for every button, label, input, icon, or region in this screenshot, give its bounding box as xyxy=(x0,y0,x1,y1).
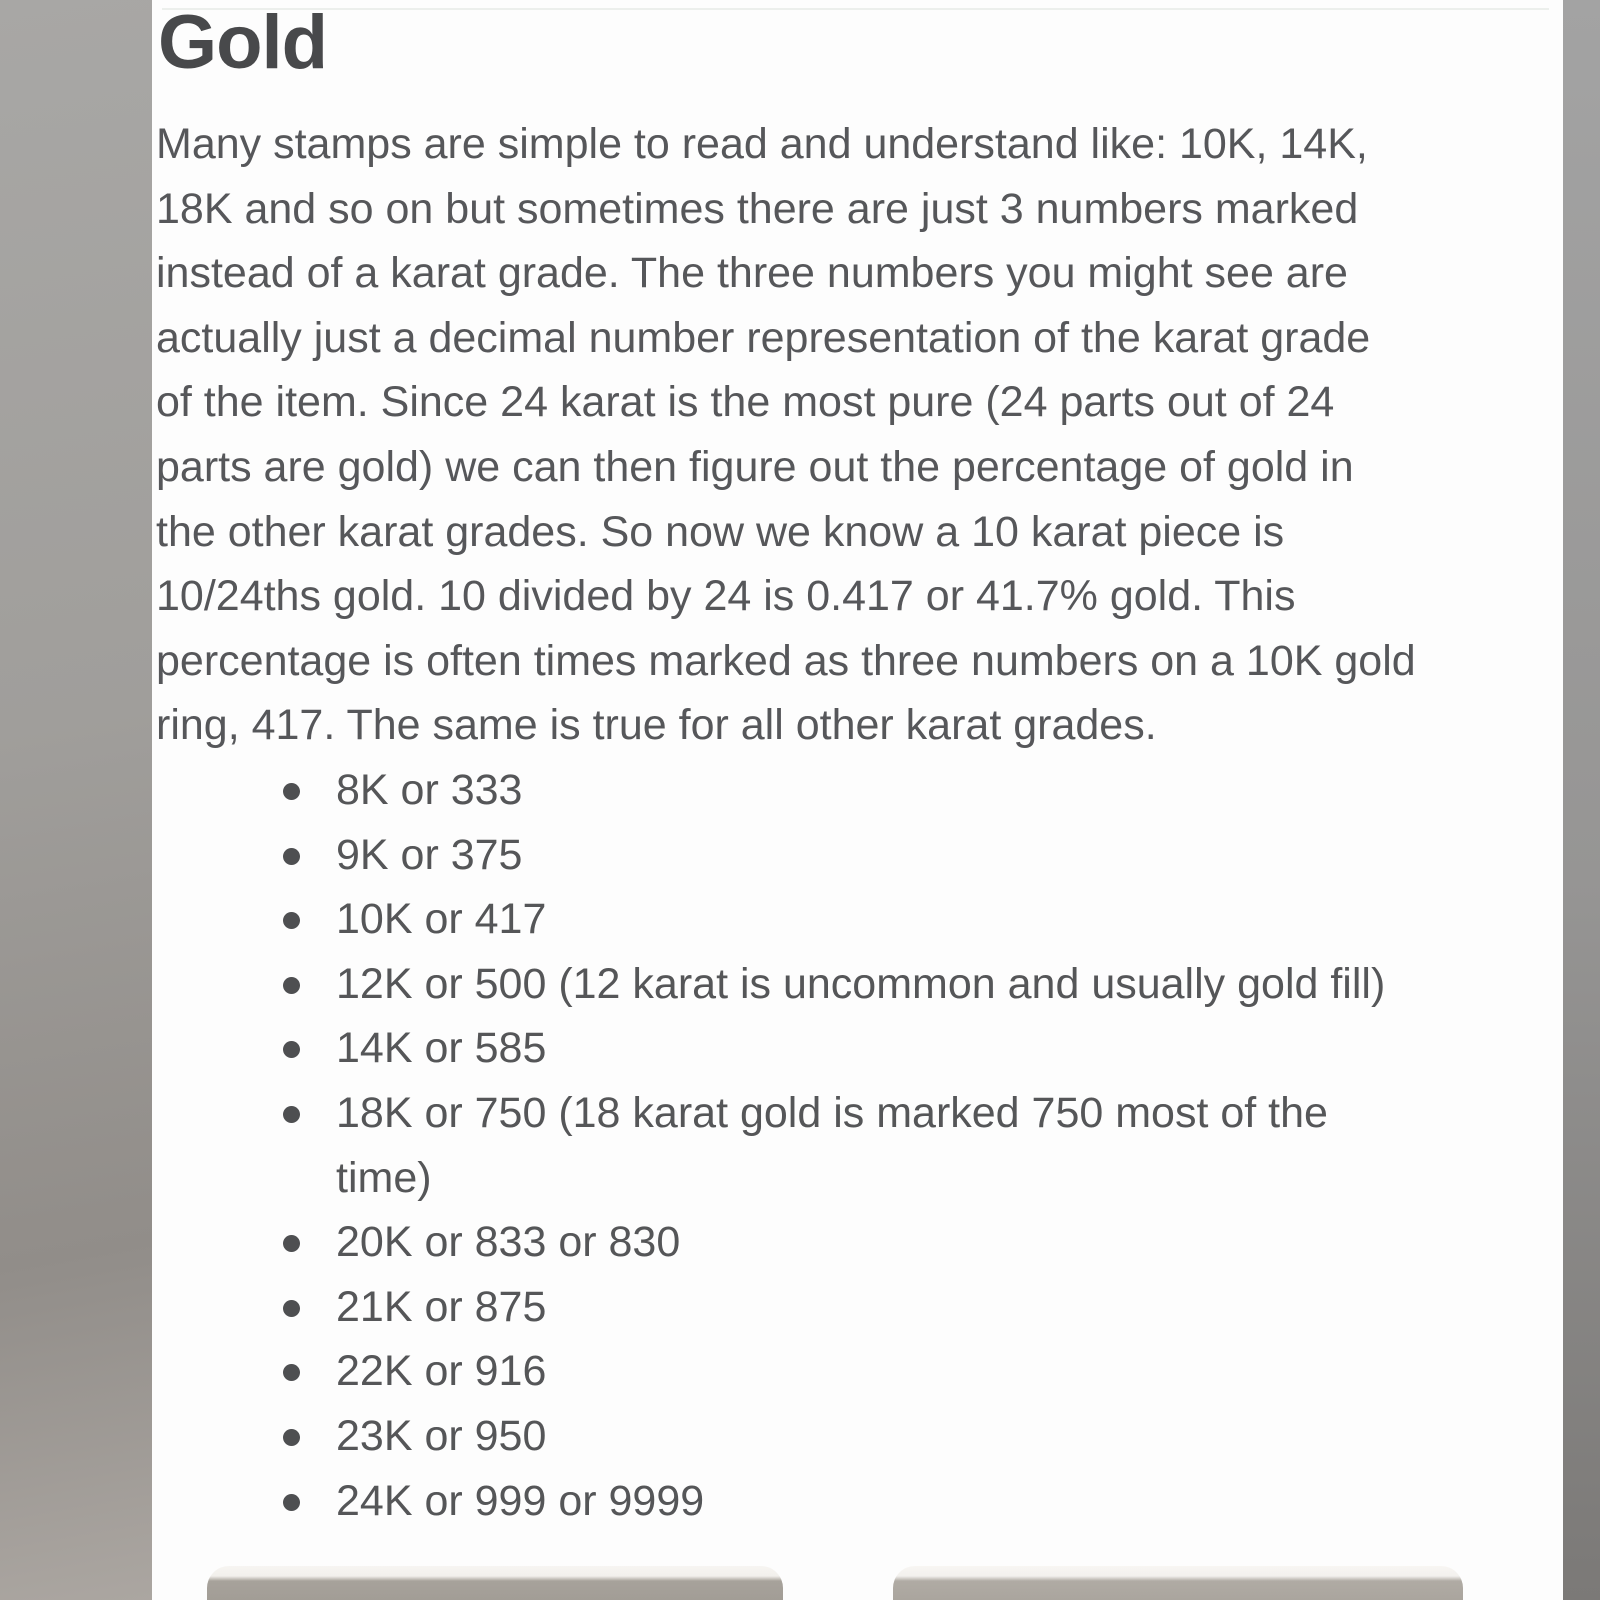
list-item-label: 24K or 999 or 9999 xyxy=(336,1476,705,1525)
karat-grade-list xyxy=(152,758,1385,1533)
paragraph-line: the other karat grades. So now we know a 10 karat piece is xyxy=(156,507,1285,556)
bullet-icon xyxy=(283,1364,300,1381)
list-item xyxy=(152,1469,1385,1534)
bullet-icon xyxy=(283,977,300,994)
paragraph-line: actually just a decimal number representation of the karat grade xyxy=(156,313,1371,362)
bullet-icon xyxy=(283,848,300,865)
list-item-label: 22K or 916 xyxy=(336,1347,547,1396)
list-item xyxy=(152,1275,1385,1340)
list-item xyxy=(152,1404,1385,1469)
bullet-icon xyxy=(283,1300,300,1317)
bottom-button-left[interactable] xyxy=(207,1566,783,1600)
document-page xyxy=(152,0,1563,1600)
photo-background-right xyxy=(1563,0,1600,1600)
photo-background-left xyxy=(0,0,152,1600)
list-item xyxy=(152,1339,1385,1404)
list-item-label: 8K or 333 xyxy=(336,766,523,814)
paragraph-line: 18K and so on but sometimes there are just 3 numbers marked xyxy=(156,184,1359,233)
intro-paragraph xyxy=(156,112,1416,758)
list-item-label: 9K or 375 xyxy=(336,830,523,879)
list-item-label: 21K or 875 xyxy=(336,1282,547,1331)
list-item-label: time) xyxy=(336,1153,432,1202)
paragraph-line: of the item. Since 24 karat is the most pure (24 parts out of 24 xyxy=(156,378,1335,427)
paragraph-line: 10/24ths gold. 10 divided by 24 is 0.417 or 41.7% gold. This xyxy=(156,572,1296,621)
bullet-icon xyxy=(283,783,300,800)
bullet-icon xyxy=(283,1106,300,1123)
list-item-label: 10K or 417 xyxy=(336,895,547,944)
list-item-label: 23K or 950 xyxy=(336,1411,547,1460)
paragraph-line: Many stamps are simple to read and understand like: 10K, 14K, xyxy=(156,120,1368,168)
paragraph-line: percentage is often times marked as three numbers on a 10K gold xyxy=(156,636,1416,685)
top-hairline xyxy=(162,8,1549,10)
list-item-label: 18K or 750 (18 karat gold is marked 750 most of the xyxy=(336,1088,1328,1137)
paragraph-line: ring, 417. The same is true for all other karat grades. xyxy=(156,701,1157,750)
list-item xyxy=(152,1210,1385,1275)
list-item xyxy=(152,758,1385,823)
bullet-icon xyxy=(283,1041,300,1058)
bullet-icon xyxy=(283,1429,300,1446)
list-item-label: 14K or 585 xyxy=(336,1024,547,1073)
list-item xyxy=(152,1081,1385,1210)
bullet-icon xyxy=(283,1235,300,1252)
bullet-icon xyxy=(283,912,300,929)
list-item xyxy=(152,823,1385,888)
page-title: Gold xyxy=(158,0,328,85)
paragraph-line: instead of a karat grade. The three numbers you might see are xyxy=(156,249,1348,298)
list-item xyxy=(152,952,1385,1017)
bottom-button-right[interactable] xyxy=(893,1566,1463,1600)
list-item-label: 20K or 833 or 830 xyxy=(336,1218,681,1267)
list-item xyxy=(152,1016,1385,1081)
paragraph-line: parts are gold) we can then figure out the percentage of gold in xyxy=(156,442,1354,491)
list-item-label: 12K or 500 (12 karat is uncommon and usually gold fill) xyxy=(336,959,1386,1008)
list-item xyxy=(152,887,1385,952)
bullet-icon xyxy=(283,1494,300,1511)
